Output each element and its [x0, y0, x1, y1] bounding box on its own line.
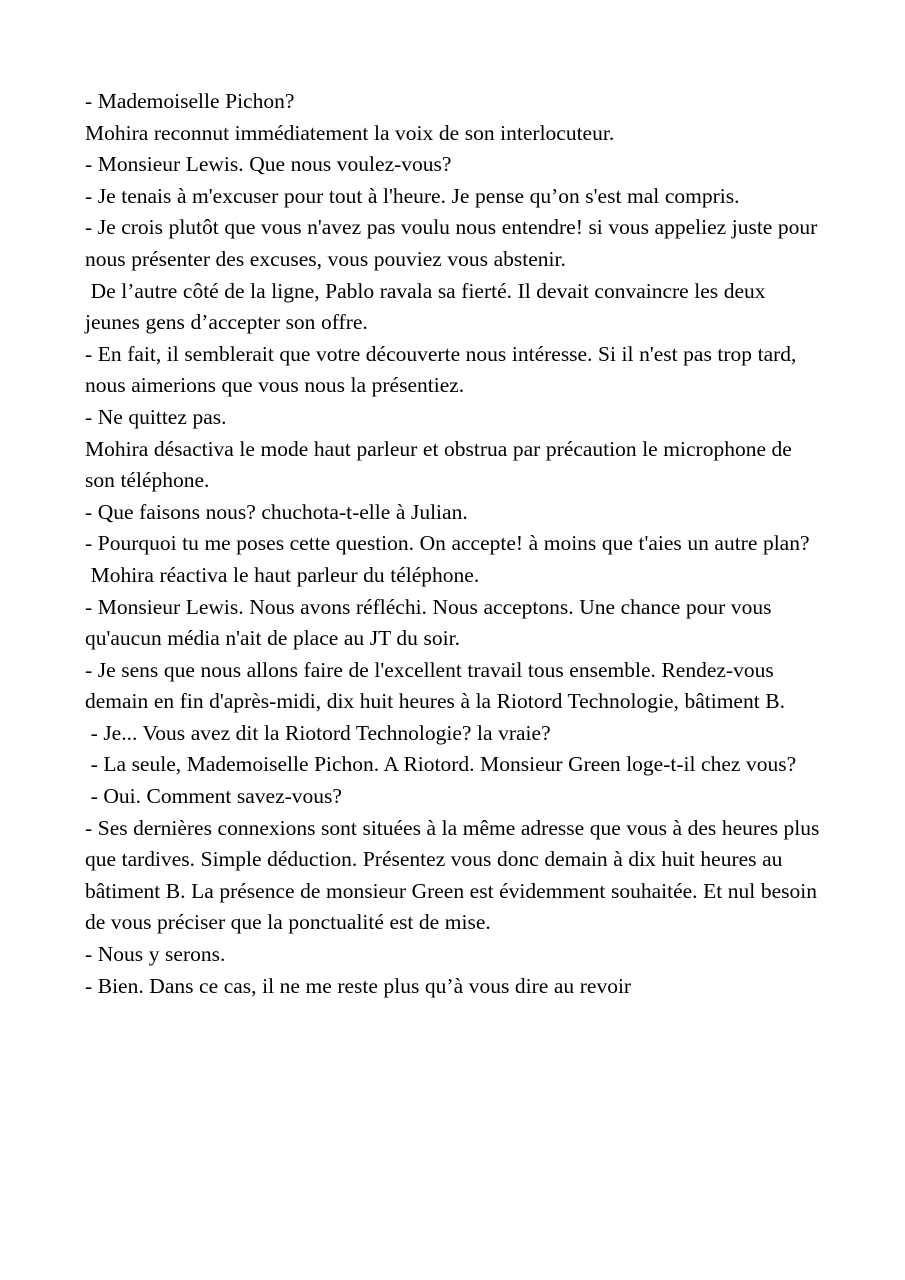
- paragraph: - Je... Vous avez dit la Riotord Technologie? la vraie?: [85, 720, 551, 745]
- paragraph: Mohira réactiva le haut parleur du téléphone.: [85, 562, 480, 587]
- paragraph: - Que faisons nous? chuchota-t-elle à Julian.: [85, 499, 468, 524]
- paragraph: - Je crois plutôt que vous n'avez pas voulu nous entendre! si vous appeliez juste pour nous présenter des excuses, vous pouviez vous abstenir.: [85, 215, 823, 271]
- paragraph: - Ne quittez pas.: [85, 404, 227, 429]
- paragraph: - En fait, il semblerait que votre découverte nous intéresse. Si il n'est pas trop tard, nous aimerions que vous nous la présentiez.: [85, 341, 802, 398]
- paragraph: - Monsieur Lewis. Que nous voulez-vous?: [85, 152, 452, 177]
- paragraph: - Nous y serons.: [85, 942, 226, 967]
- paragraph: - Bien. Dans ce cas, il ne me reste plus qu’à vous dire au revoir: [85, 973, 632, 998]
- body-text-block: [85, 86, 825, 1002]
- paragraph: Mohira reconnut immédiatement la voix de son interlocuteur.: [85, 120, 615, 145]
- paragraph: - Mademoiselle Pichon?: [85, 89, 295, 113]
- paragraph: De l’autre côté de la ligne, Pablo ravala sa fierté. Il devait convaincre les deux jeunes gens d’accepter son offre.: [85, 278, 772, 335]
- paragraph: - Je tenais à m'excuser pour tout à l'heure. Je pense qu’on s'est mal compris.: [85, 183, 740, 208]
- paragraph: - Monsieur Lewis. Nous avons réfléchi. Nous acceptons. Une chance pour vous qu'aucun média n'ait de place au JT du soir.: [85, 594, 778, 651]
- paragraph: - Je sens que nous allons faire de l'excellent travail tous ensemble. Rendez-vous demain en fin d'après-midi, dix huit heures à la Riotord Technologie, bâtiment B.: [85, 657, 785, 714]
- paragraph: - La seule, Mademoiselle Pichon. A Riotord. Monsieur Green loge-t-il chez vous?: [85, 752, 797, 777]
- paragraph: - Pourquoi tu me poses cette question. On accepte! à moins que t'aies un autre plan?: [85, 531, 810, 556]
- paragraph: - Ses dernières connexions sont situées à la même adresse que vous à des heures plus que tardives. Simple déduction. Présentez vous donc demain à dix huit heures au bâtiment B. La présence de monsieur Green est évidemment souhaitée. Et nul besoin de vous préciser que la ponctualité est de mise.: [85, 815, 825, 935]
- paragraph: - Oui. Comment savez-vous?: [85, 784, 342, 809]
- paragraph: Mohira désactiva le mode haut parleur et obstrua par précaution le microphone de son téléphone.: [85, 436, 798, 493]
